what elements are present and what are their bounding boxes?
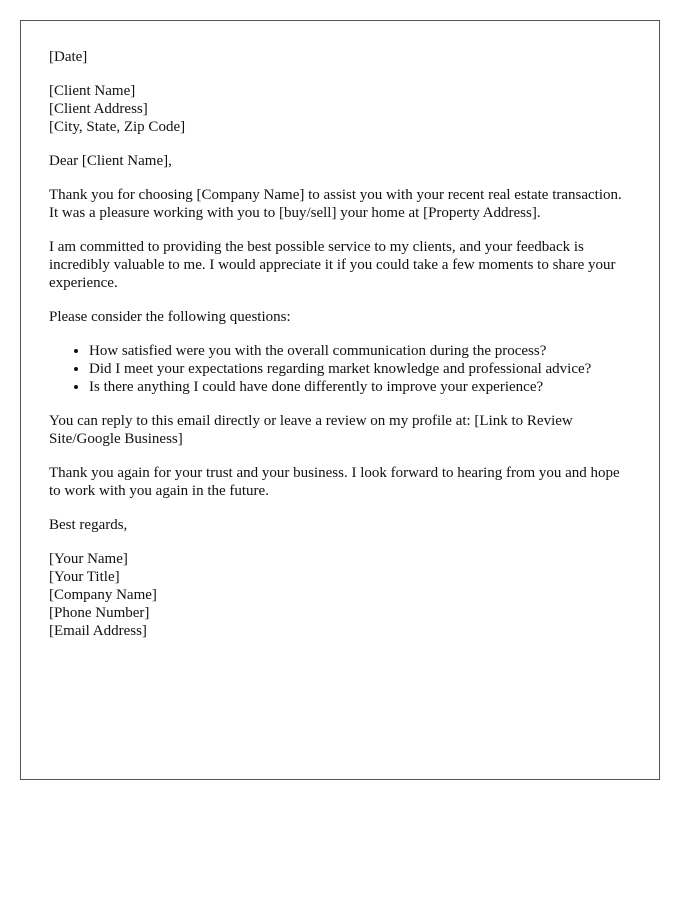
signature-email: [Email Address] (49, 623, 147, 639)
signature-company: [Company Name] (49, 587, 157, 603)
salutation: Dear [Client Name], (49, 153, 172, 169)
question-item: • Did I meet your expectations regarding market knowledge and professional advice? (89, 360, 631, 378)
thank-you-paragraph: Thank you again for your trust and your business. I look forward to hearing from you and hope to work with you again in the future. (49, 465, 620, 499)
review-request-paragraph: You can reply to this email directly or leave a review on my profile at: [Link to Review Site/Google Business] (49, 413, 573, 447)
signature-block (49, 550, 631, 640)
sign-off: Best regards, (49, 517, 128, 533)
recipient-address: [Client Address] (49, 101, 148, 117)
question-item: • How satisfied were you with the overall communication during the process? (89, 342, 631, 360)
body-paragraph-thanks: Thank you for choosing [Company Name] to assist you with your recent real estate transaction. It was a pleasure working with you to [buy/sell] your home at [Property Address]. (49, 187, 622, 221)
body-paragraph-questions-intro: Please consider the following questions: (49, 309, 291, 325)
signature-title: [Your Title] (49, 569, 120, 585)
recipient-name: [Client Name] (49, 83, 136, 99)
question-item: • Is there anything I could have done differently to improve your experience? (89, 378, 631, 396)
recipient-block (49, 82, 631, 136)
letter-date: [Date] (49, 49, 88, 65)
signature-phone: [Phone Number] (49, 605, 150, 621)
letter-document (20, 20, 660, 780)
recipient-city-state-zip: [City, State, Zip Code] (49, 119, 186, 135)
questions-list (49, 342, 631, 396)
signature-name: [Your Name] (49, 551, 128, 567)
body-paragraph-feedback: I am committed to providing the best possible service to my clients, and your feedback is incredibly valuable to me. I would appreciate it if you could take a few moments to share your experience. (49, 239, 616, 291)
